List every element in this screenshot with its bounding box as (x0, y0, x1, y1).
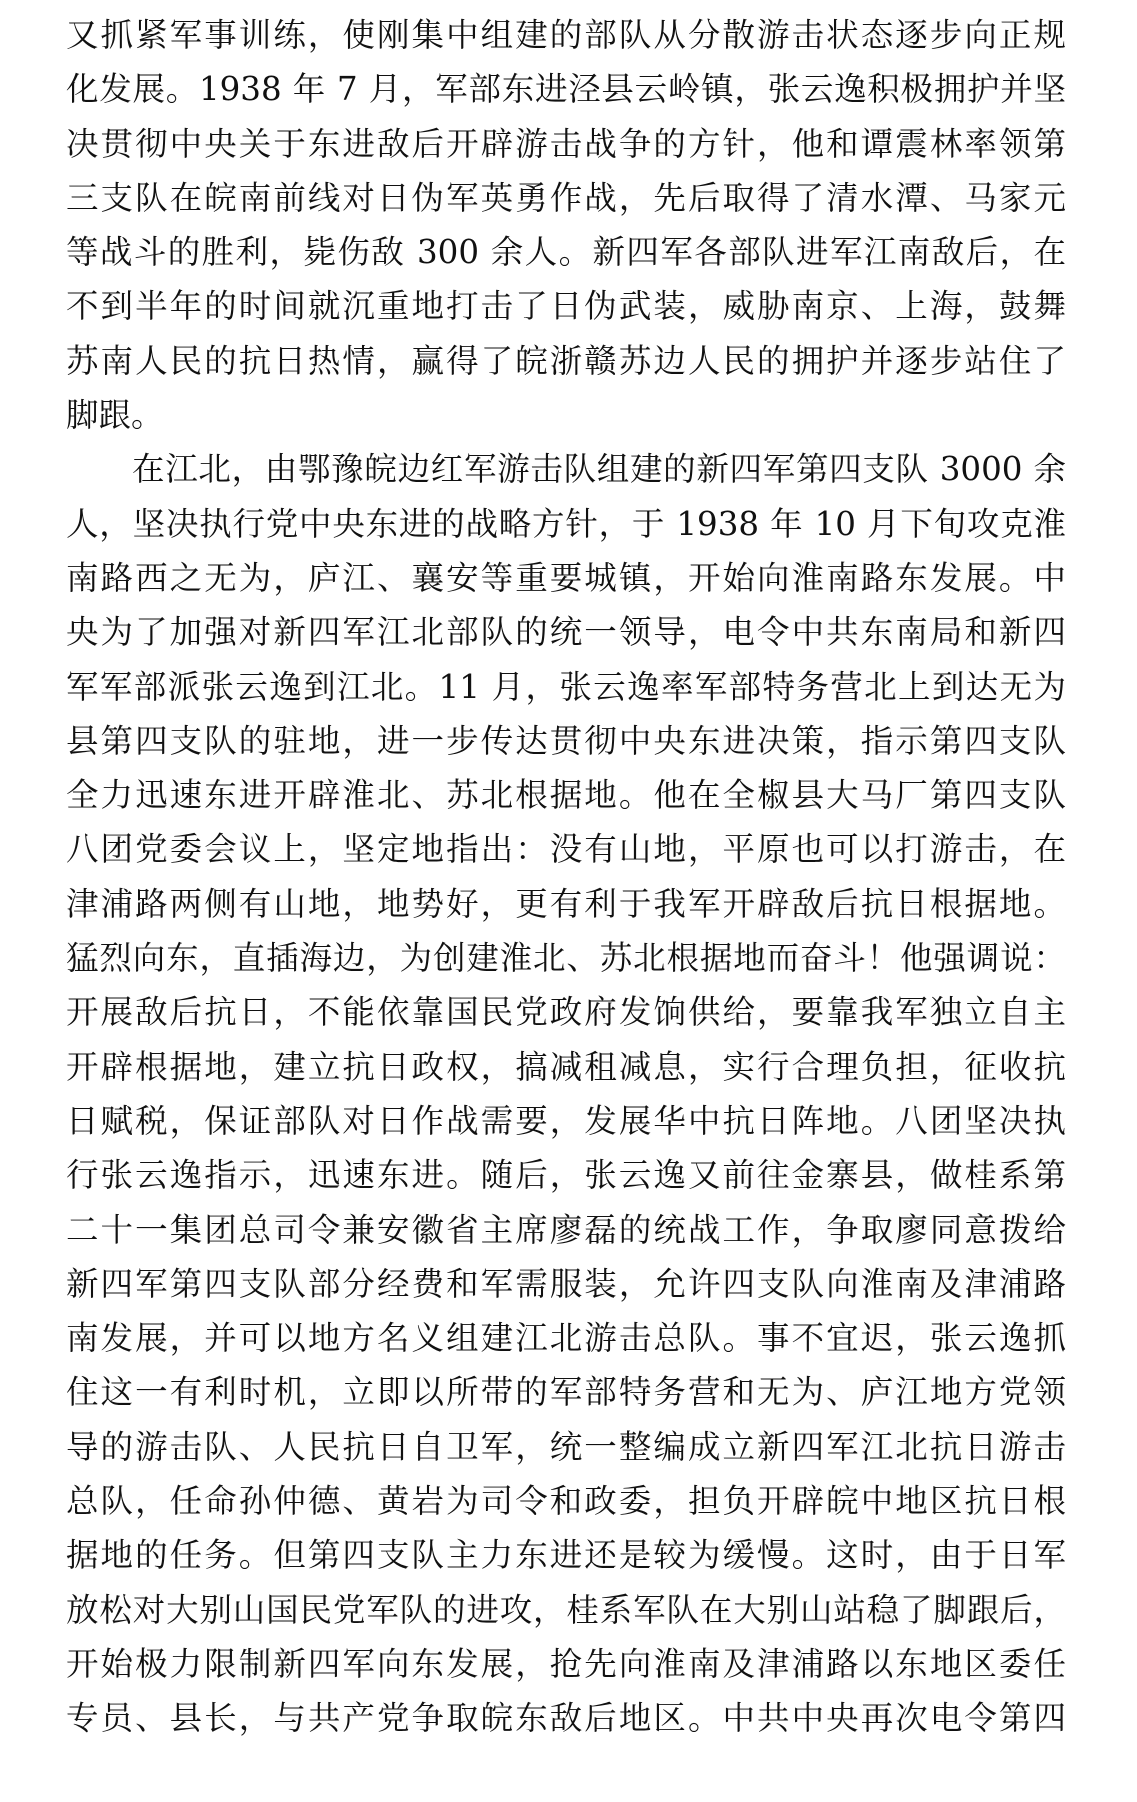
text-line: 化发展。1938 年 7 月，军部东进泾县云岭镇，张云逸积极拥护并坚 (66, 70, 1066, 109)
text-line: 日赋税，保证部队对日作战需要，发展华中抗日阵地。八团坚决执 (66, 1101, 1066, 1140)
text-line: 南路西之无为，庐江、襄安等重要城镇，开始向淮南路东发展。中 (66, 558, 1066, 597)
text-line: 等战斗的胜利，毙伤敌 300 余人。新四军各部队进军江南敌后，在 (66, 233, 1066, 272)
text-line: 八团党委会议上，坚定地指出：没有山地，平原也可以打游击，在 (66, 830, 1066, 869)
text-line: 津浦路两侧有山地，地势好，更有利于我军开辟敌后抗日根据地。 (66, 884, 1066, 923)
text-line: 三支队在皖南前线对日伪军英勇作战，先后取得了清水潭、马家元 (66, 178, 1066, 217)
text-line: 专员、县长，与共产党争取皖东敌后地区。中共中央再次电令第四 (66, 1699, 1066, 1738)
text-line: 开展敌后抗日，不能依靠国民党政府发饷供给，要靠我军独立自主 (66, 993, 1066, 1032)
body-text (66, 8, 1066, 1746)
text-line: 全力迅速东进开辟淮北、苏北根据地。他在全椒县大马厂第四支队 (66, 776, 1066, 815)
text-line: 央为了加强对新四军江北部队的统一领导，电令中共东南局和新四 (66, 613, 1066, 652)
text-line: 猛烈向东，直插海边，为创建淮北、苏北根据地而奋斗！他强调说： (66, 939, 1066, 978)
text-line: 行张云逸指示，迅速东进。随后，张云逸又前往金寨县，做桂系第 (66, 1156, 1066, 1195)
text-line: 开辟根据地，建立抗日政权，搞减租减息，实行合理负担，征收抗 (66, 1047, 1066, 1086)
paragraph-2 (66, 442, 1066, 1745)
text-line: 导的游击队、人民抗日自卫军，统一整编成立新四军江北抗日游击 (66, 1427, 1066, 1466)
text-line: 南发展，并可以地方名义组建江北游击总队。事不宜迟，张云逸抓 (66, 1319, 1066, 1358)
text-line: 苏南人民的抗日热情，赢得了皖浙赣苏边人民的拥护并逐步站住了 (66, 341, 1066, 380)
text-line: 二十一集团总司令兼安徽省主席廖磊的统战工作，争取廖同意拨给 (66, 1210, 1066, 1249)
text-line: 县第四支队的驻地，进一步传达贯彻中央东进决策，指示第四支队 (66, 721, 1066, 760)
text-line: 开始极力限制新四军向东发展，抢先向淮南及津浦路以东地区委任 (66, 1644, 1066, 1683)
text-line: 人，坚决执行党中央东进的战略方针，于 1938 年 10 月下旬攻克淮 (66, 504, 1066, 543)
text-line: 住这一有利时机，立即以所带的军部特务营和无为、庐江地方党领 (66, 1373, 1066, 1412)
text-line: 决贯彻中央关于东进敌后开辟游击战争的方针，他和谭震林率领第 (66, 124, 1066, 163)
text-line: 据地的任务。但第四支队主力东进还是较为缓慢。这时，由于日军 (66, 1536, 1066, 1575)
text-line: 总队，任命孙仲德、黄岩为司令和政委，担负开辟皖中地区抗日根 (66, 1482, 1066, 1521)
text-line: 放松对大别山国民党军队的进攻，桂系军队在大别山站稳了脚跟后， (66, 1590, 1066, 1629)
text-line: 新四军第四支队部分经费和军需服装，允许四支队向淮南及津浦路 (66, 1264, 1066, 1303)
text-line: 脚跟。 (66, 396, 164, 435)
text-line: 又抓紧军事训练，使刚集中组建的部队从分散游击状态逐步向正规 (66, 16, 1066, 54)
paragraph-1 (66, 8, 1066, 442)
text-line: 军军部派张云逸到江北。11 月，张云逸率军部特务营北上到达无为 (66, 667, 1066, 706)
text-line: 不到半年的时间就沉重地打击了日伪武装，威胁南京、上海，鼓舞 (66, 287, 1066, 326)
text-line: 在江北，由鄂豫皖边红军游击队组建的新四军第四支队 3000 余 (132, 450, 1066, 489)
